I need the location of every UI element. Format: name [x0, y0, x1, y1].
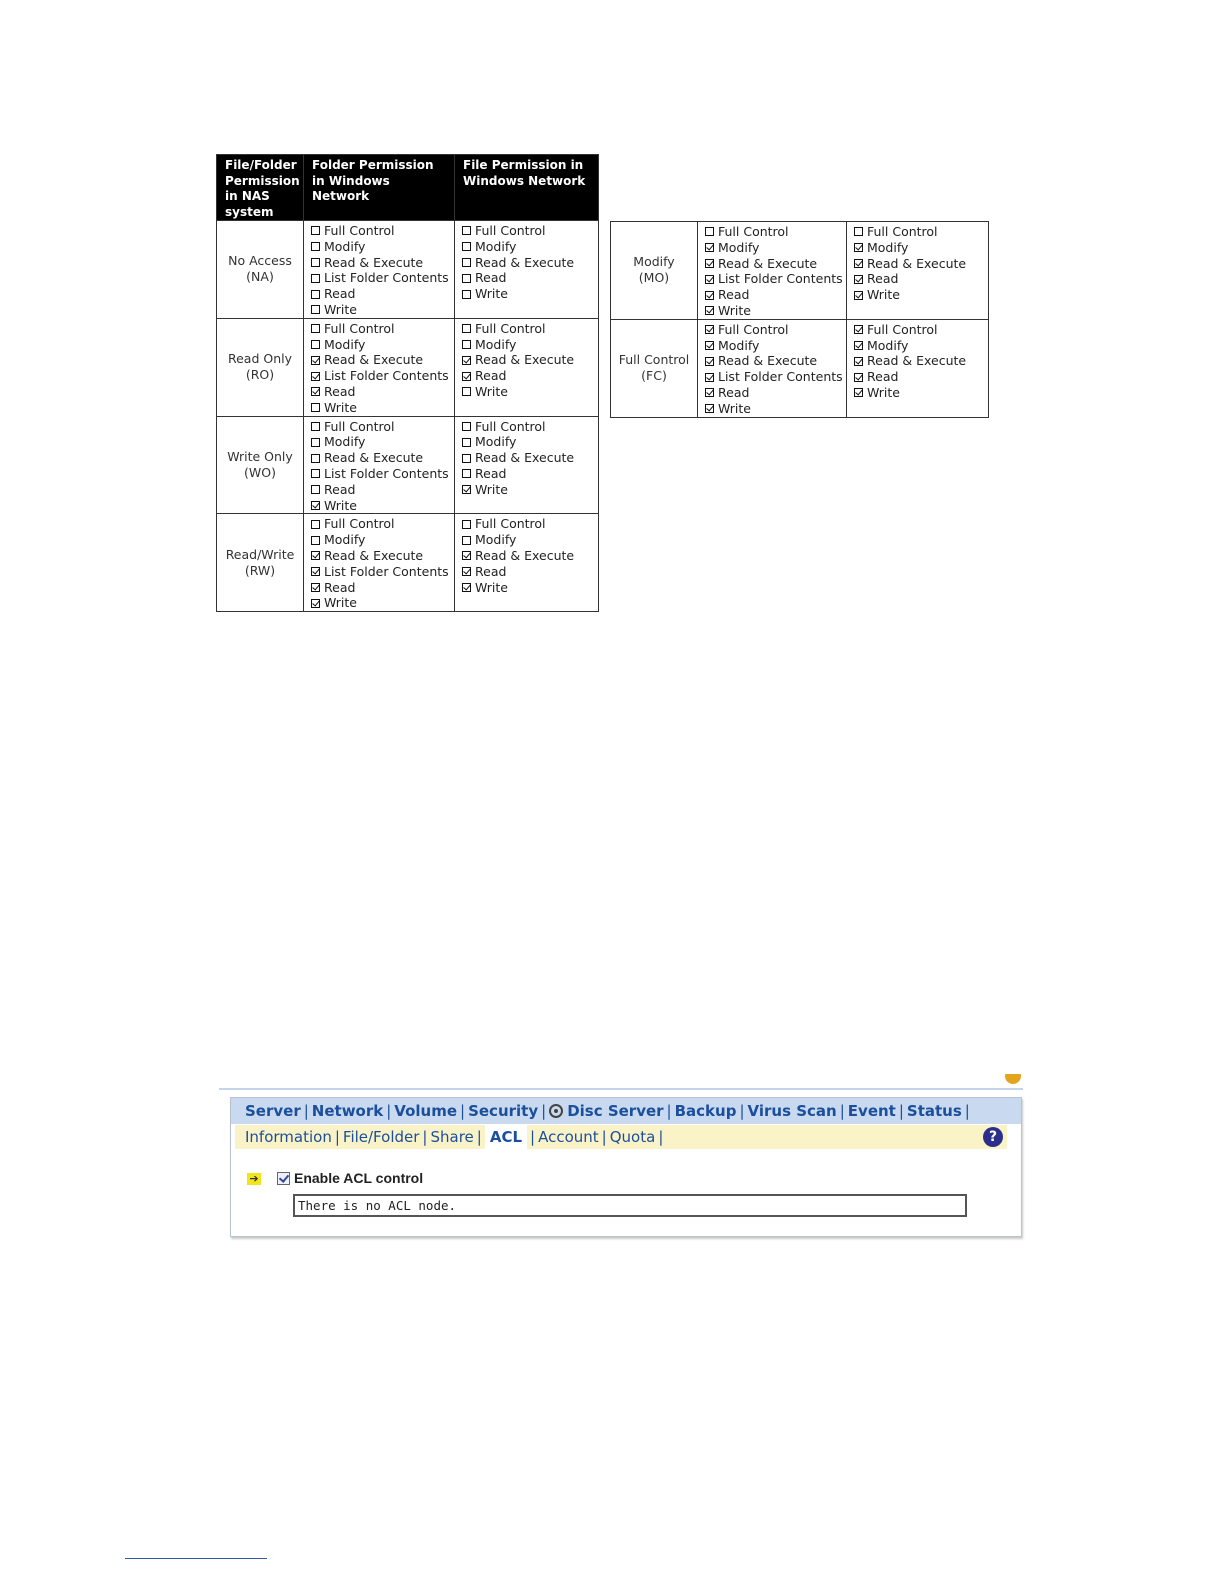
- acl-node-list: There is no ACL node.: [293, 1194, 967, 1217]
- unchecked-box-icon: [462, 387, 471, 396]
- tab-information[interactable]: Information: [245, 1128, 332, 1146]
- permission-item: [462, 580, 598, 596]
- nav-server[interactable]: Server: [245, 1102, 301, 1120]
- checked-box-icon: [705, 341, 714, 350]
- permission-item-label: Modify: [475, 532, 517, 548]
- checked-box-icon: [705, 259, 714, 268]
- row-label-code: (RW): [244, 562, 276, 578]
- permission-item-label: Full Control: [475, 223, 546, 238]
- row-label: [217, 416, 304, 514]
- permission-item-label: Write: [867, 287, 901, 303]
- permission-item: [705, 369, 846, 385]
- row-label-name: Write Only: [227, 448, 293, 464]
- permission-item: [311, 466, 454, 482]
- permission-item: [854, 353, 988, 369]
- row-label-name: No Access: [228, 253, 292, 269]
- file-permission-list: [847, 222, 989, 320]
- permission-item-label: Read & Execute: [324, 547, 424, 563]
- unchecked-box-icon: [311, 520, 320, 529]
- permission-item: [462, 223, 598, 239]
- permission-item: [311, 270, 454, 286]
- permission-item-label: List Folder Contents: [718, 271, 843, 287]
- nas-acl-screenshot: [219, 1074, 1023, 1238]
- row-label: [217, 514, 304, 612]
- enable-acl-checkbox[interactable]: [277, 1172, 290, 1185]
- permission-row: [611, 319, 989, 417]
- permission-item: [705, 385, 846, 401]
- permission-item-label: Read & Execute: [324, 450, 424, 466]
- header-nas-permission: File/Folder Permission in NAS system: [217, 155, 304, 221]
- permission-item: [854, 338, 988, 354]
- file-permission-list: [455, 221, 599, 319]
- unchecked-box-icon: [311, 242, 320, 251]
- permission-item: [705, 287, 846, 303]
- permission-item: [854, 224, 988, 240]
- permission-row: [217, 416, 599, 514]
- permission-item: [462, 270, 598, 286]
- permission-item: [311, 321, 454, 337]
- permission-item: [854, 369, 988, 385]
- row-label-code: (MO): [638, 270, 670, 286]
- permission-item-label: Read & Execute: [475, 450, 575, 466]
- permission-item: [462, 384, 598, 400]
- permission-item: [462, 352, 598, 368]
- permission-item: [705, 256, 846, 272]
- tab-share[interactable]: Share: [430, 1128, 474, 1146]
- permission-item: [311, 580, 454, 596]
- permission-item: [854, 322, 988, 338]
- nav-disc-server[interactable]: Disc Server: [567, 1102, 664, 1120]
- row-label-code: (WO): [244, 464, 276, 480]
- permission-item-label: Write: [324, 301, 358, 317]
- row-label: [217, 221, 304, 319]
- permission-item: [705, 303, 846, 319]
- checked-box-icon: [854, 373, 863, 382]
- permission-item: [705, 322, 846, 338]
- header-folder-permission: Folder Permission in Windows Network: [304, 155, 455, 221]
- permission-item: [311, 564, 454, 580]
- permission-item-label: List Folder Contents: [324, 465, 449, 481]
- file-permission-list: [455, 318, 599, 416]
- row-label-name: Full Control: [618, 352, 690, 368]
- permission-item-label: Write: [718, 400, 752, 416]
- top-divider: [219, 1088, 1023, 1090]
- unchecked-box-icon: [311, 324, 320, 333]
- permission-item: [854, 240, 988, 256]
- unchecked-box-icon: [311, 438, 320, 447]
- permission-item-label: Modify: [475, 434, 517, 450]
- permission-item-label: Full Control: [324, 320, 395, 336]
- permission-item: [462, 419, 598, 435]
- permission-item-label: Write: [324, 399, 358, 415]
- checked-box-icon: [854, 341, 863, 350]
- permission-item: [705, 271, 846, 287]
- permission-item-label: Read: [867, 369, 899, 385]
- top-corner: [1005, 1074, 1021, 1086]
- permission-item: [462, 368, 598, 384]
- row-label-code: (NA): [246, 269, 274, 285]
- sub-nav: Information | File/Folder | Share | ACL | Account | Quota | ?: [235, 1125, 1007, 1149]
- permission-item: [462, 450, 598, 466]
- folder-permission-list: [304, 416, 455, 514]
- checked-box-icon: [705, 373, 714, 382]
- permission-item-label: Read & Execute: [475, 254, 575, 270]
- checked-box-icon: [854, 243, 863, 252]
- checked-box-icon: [462, 567, 471, 576]
- permission-item-label: Read: [324, 579, 356, 595]
- permission-item: [311, 419, 454, 435]
- permission-item-label: Modify: [867, 239, 909, 255]
- permission-item-label: Write: [475, 481, 509, 497]
- folder-permission-list: [304, 318, 455, 416]
- row-label-name: Read/Write: [225, 546, 295, 562]
- nav-security[interactable]: Security: [468, 1102, 539, 1120]
- permission-item: [311, 434, 454, 450]
- permission-item: [462, 255, 598, 271]
- unchecked-box-icon: [462, 469, 471, 478]
- permission-item: [311, 337, 454, 353]
- permission-item-label: List Folder Contents: [324, 270, 449, 286]
- permission-item-label: Read: [324, 481, 356, 497]
- permission-item-label: Read: [475, 368, 507, 384]
- permission-row: [611, 222, 989, 320]
- permission-item: [462, 286, 598, 302]
- checked-box-icon: [311, 567, 320, 576]
- tab-acl[interactable]: ACL: [485, 1125, 527, 1149]
- row-label-code: (RO): [245, 367, 275, 383]
- unchecked-box-icon: [311, 290, 320, 299]
- permission-item: [462, 239, 598, 255]
- unchecked-box-icon: [311, 454, 320, 463]
- permission-item: [311, 352, 454, 368]
- user-icon: [1005, 1074, 1021, 1084]
- permission-item-label: Full Control: [324, 516, 395, 532]
- nav-status[interactable]: Status: [906, 1102, 962, 1120]
- checked-box-icon: [854, 357, 863, 366]
- row-label-name: Modify: [633, 254, 675, 270]
- unchecked-box-icon: [705, 227, 714, 236]
- permission-item-label: Full Control: [867, 224, 938, 239]
- permission-item: [462, 434, 598, 450]
- permission-item: [705, 353, 846, 369]
- permission-item-label: Write: [475, 579, 509, 595]
- checked-box-icon: [462, 551, 471, 560]
- folder-permission-list: [698, 319, 847, 417]
- file-permission-list: [455, 514, 599, 612]
- permission-item: [462, 532, 598, 548]
- unchecked-box-icon: [462, 422, 471, 431]
- row-label-code: (FC): [641, 368, 667, 384]
- row-label: [217, 318, 304, 416]
- nav-backup[interactable]: Backup: [674, 1102, 737, 1120]
- unchecked-box-icon: [854, 227, 863, 236]
- checked-box-icon: [705, 357, 714, 366]
- permission-item: [854, 256, 988, 272]
- permission-item-label: Write: [718, 302, 752, 318]
- tab-file-folder[interactable]: File/Folder: [342, 1128, 420, 1146]
- unchecked-box-icon: [462, 438, 471, 447]
- checked-box-icon: [462, 485, 471, 494]
- checked-box-icon: [705, 325, 714, 334]
- permission-item-label: Modify: [324, 238, 366, 254]
- unchecked-box-icon: [462, 258, 471, 267]
- permission-item: [462, 548, 598, 564]
- checked-box-icon: [705, 404, 714, 413]
- checked-box-icon: [311, 356, 320, 365]
- row-label: [611, 319, 698, 417]
- permission-item-label: Full Control: [324, 223, 395, 238]
- permission-item-label: Write: [867, 384, 901, 400]
- nav-network[interactable]: Network: [311, 1102, 384, 1120]
- nav-event[interactable]: Event: [847, 1102, 896, 1120]
- permission-item-label: Full Control: [475, 320, 546, 336]
- permission-item-label: Full Control: [867, 321, 938, 337]
- checked-box-icon: [854, 325, 863, 334]
- checked-box-icon: [705, 243, 714, 252]
- permission-item: [311, 516, 454, 532]
- permission-item-label: List Folder Contents: [718, 369, 843, 385]
- permission-item-label: Full Control: [475, 516, 546, 532]
- permission-item: [705, 338, 846, 354]
- permission-item-label: Read & Execute: [324, 352, 424, 368]
- unchecked-box-icon: [311, 403, 320, 412]
- checked-box-icon: [705, 306, 714, 315]
- permission-item-label: Full Control: [718, 224, 789, 239]
- checked-box-icon: [705, 291, 714, 300]
- disc-icon: [549, 1104, 563, 1118]
- unchecked-box-icon: [462, 242, 471, 251]
- permission-row: [217, 318, 599, 416]
- permission-item-label: List Folder Contents: [324, 368, 449, 384]
- nav-virus-scan[interactable]: Virus Scan: [747, 1102, 837, 1120]
- checked-box-icon: [311, 551, 320, 560]
- permission-item: [462, 337, 598, 353]
- permission-item: [311, 595, 454, 611]
- permission-item: [462, 321, 598, 337]
- permission-item: [311, 450, 454, 466]
- help-icon[interactable]: ?: [983, 1127, 1003, 1147]
- unchecked-box-icon: [311, 469, 320, 478]
- permission-item-label: Read & Execute: [324, 254, 424, 270]
- checked-box-icon: [462, 356, 471, 365]
- permission-item-label: Modify: [475, 336, 517, 352]
- checked-box-icon: [311, 501, 320, 510]
- permission-item: [462, 466, 598, 482]
- permission-item-label: Write: [324, 595, 358, 611]
- unchecked-box-icon: [462, 290, 471, 299]
- enable-acl-label: Enable ACL control: [294, 1170, 424, 1186]
- permission-item-label: Read & Execute: [475, 547, 575, 563]
- unchecked-box-icon: [462, 536, 471, 545]
- checked-box-icon: [854, 388, 863, 397]
- unchecked-box-icon: [311, 226, 320, 235]
- permission-item-label: Read: [718, 287, 750, 303]
- permission-item-label: Write: [475, 383, 509, 399]
- tab-account[interactable]: Account: [538, 1128, 599, 1146]
- unchecked-box-icon: [311, 485, 320, 494]
- unchecked-box-icon: [462, 324, 471, 333]
- permission-item-label: Read: [718, 384, 750, 400]
- permission-item-label: Modify: [867, 337, 909, 353]
- unchecked-box-icon: [311, 422, 320, 431]
- permission-item-label: Read: [324, 286, 356, 302]
- unchecked-box-icon: [311, 340, 320, 349]
- permission-item-label: Read & Execute: [718, 353, 818, 369]
- permission-item-label: Write: [475, 286, 509, 302]
- permission-item: [311, 384, 454, 400]
- file-permission-list: [455, 416, 599, 514]
- checked-box-icon: [462, 583, 471, 592]
- permission-item-label: Full Control: [718, 321, 789, 337]
- permission-row: [217, 221, 599, 319]
- permission-table-main: [216, 154, 599, 612]
- permission-item-label: Modify: [718, 239, 760, 255]
- permission-item-label: Read: [475, 465, 507, 481]
- checked-box-icon: [854, 259, 863, 268]
- permission-item-label: Write: [324, 497, 358, 513]
- permission-item-label: Modify: [324, 434, 366, 450]
- folder-permission-list: [304, 221, 455, 319]
- unchecked-box-icon: [311, 305, 320, 314]
- checked-box-icon: [854, 275, 863, 284]
- checked-box-icon: [705, 388, 714, 397]
- tab-quota[interactable]: Quota: [609, 1128, 656, 1146]
- permission-item: [462, 482, 598, 498]
- unchecked-box-icon: [462, 226, 471, 235]
- unchecked-box-icon: [311, 536, 320, 545]
- checked-box-icon: [311, 372, 320, 381]
- permission-item: [311, 482, 454, 498]
- permission-item: [311, 302, 454, 318]
- unchecked-box-icon: [311, 274, 320, 283]
- permission-item: [311, 255, 454, 271]
- permission-item-label: Full Control: [475, 418, 546, 434]
- permission-item: [854, 385, 988, 401]
- permission-item: [854, 287, 988, 303]
- permission-item-label: Read & Execute: [867, 255, 967, 271]
- permission-item: [462, 516, 598, 532]
- row-label: [611, 222, 698, 320]
- unchecked-box-icon: [462, 454, 471, 463]
- permission-item-label: List Folder Contents: [324, 563, 449, 579]
- permission-row: [217, 514, 599, 612]
- unchecked-box-icon: [462, 520, 471, 529]
- permission-item: [311, 400, 454, 416]
- unchecked-box-icon: [311, 258, 320, 267]
- permission-item-label: Read & Execute: [718, 255, 818, 271]
- row-label-name: Read Only: [227, 351, 292, 367]
- unchecked-box-icon: [462, 274, 471, 283]
- permission-item-label: Read & Execute: [475, 352, 575, 368]
- file-permission-list: [847, 319, 989, 417]
- folder-permission-list: [304, 514, 455, 612]
- acl-panel: [230, 1097, 1022, 1237]
- permission-item-label: Modify: [324, 336, 366, 352]
- permission-item: [705, 401, 846, 417]
- permission-item: [705, 224, 846, 240]
- permission-item: [311, 223, 454, 239]
- footnote-separator: [125, 1558, 267, 1559]
- permission-item: [311, 548, 454, 564]
- unchecked-box-icon: [462, 340, 471, 349]
- permission-item: [705, 240, 846, 256]
- folder-permission-list: [698, 222, 847, 320]
- checked-box-icon: [311, 583, 320, 592]
- main-nav: Server | Network | Volume | Security | Disc Server | Backup | Virus Scan | Event | Status |: [231, 1098, 1021, 1124]
- nav-volume[interactable]: Volume: [394, 1102, 458, 1120]
- checked-box-icon: [311, 599, 320, 608]
- permission-item: [311, 498, 454, 514]
- checked-box-icon: [854, 291, 863, 300]
- permission-item-label: Modify: [718, 337, 760, 353]
- permission-item: [311, 286, 454, 302]
- permission-item: [311, 532, 454, 548]
- permission-item-label: Read: [475, 270, 507, 286]
- permission-item-label: Modify: [324, 532, 366, 548]
- permission-item: [311, 239, 454, 255]
- arrow-right-icon: ➔: [247, 1173, 261, 1185]
- permission-item-label: Read: [324, 383, 356, 399]
- checked-box-icon: [705, 275, 714, 284]
- permission-item-label: Read: [475, 563, 507, 579]
- checked-box-icon: [462, 372, 471, 381]
- permission-table-continued: [610, 221, 989, 418]
- permission-item-label: Full Control: [324, 418, 395, 434]
- checked-box-icon: [311, 387, 320, 396]
- permission-item-label: Modify: [475, 238, 517, 254]
- header-file-permission: File Permission in Windows Network: [455, 155, 599, 221]
- permission-item: [462, 564, 598, 580]
- permission-item: [311, 368, 454, 384]
- permission-item-label: Read & Execute: [867, 353, 967, 369]
- permission-item: [854, 271, 988, 287]
- permission-item-label: Read: [867, 271, 899, 287]
